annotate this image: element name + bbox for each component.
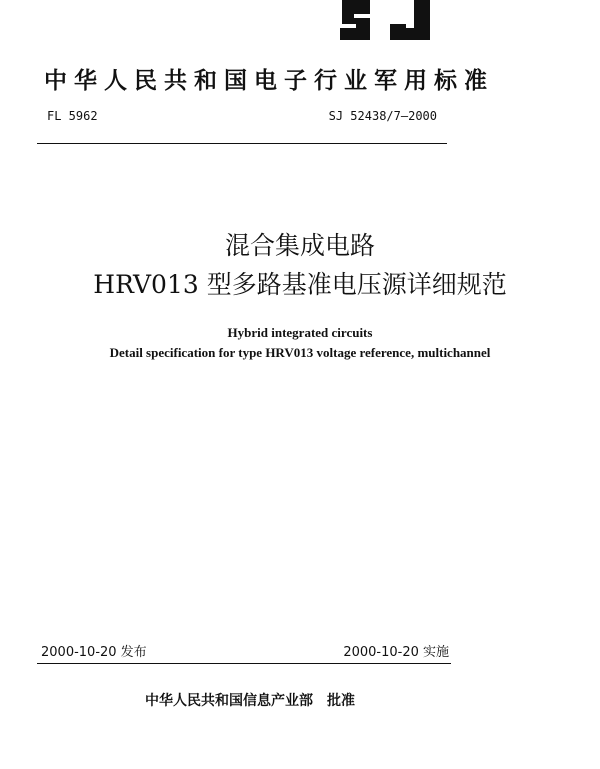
implementation-date: 2000-10-20 实施 xyxy=(343,645,449,660)
sj-logo-icon xyxy=(336,0,436,40)
footer-divider xyxy=(37,663,451,664)
standard-category-title: 中华人民共和国电子行业军用标准 xyxy=(44,68,494,94)
issuer-name: 中华人民共和国信息产业部 xyxy=(145,693,313,709)
document-title-cn-line2: HRV013 型多路基准电压源详细规范 xyxy=(93,270,507,299)
issue-date: 2000-10-20 发布 xyxy=(41,645,147,660)
document-title-cn-line1: 混合集成电路 xyxy=(224,231,375,260)
document-title-en-line1: Hybrid integrated circuits xyxy=(227,325,373,340)
standard-number: SJ 52438/7—2000 xyxy=(328,109,437,123)
header-divider xyxy=(37,143,447,144)
issuing-authority xyxy=(0,690,500,710)
document-title-en-line2: Detail specification for type HRV013 voltage reference, multichannel xyxy=(109,345,491,360)
classification-code: FL 5962 xyxy=(47,109,98,123)
approval-label: 批准 xyxy=(327,693,355,709)
